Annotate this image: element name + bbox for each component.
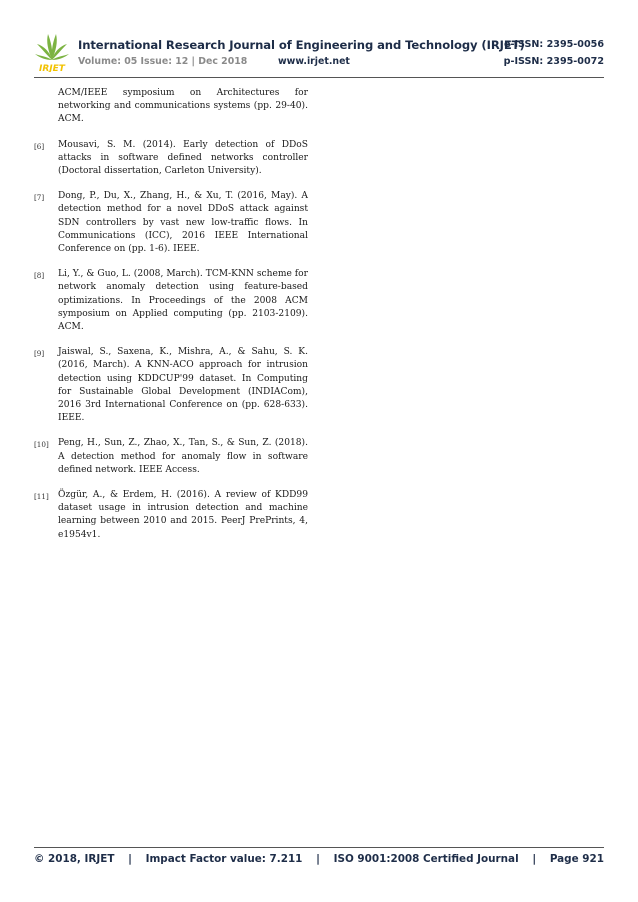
footer-separator: | (532, 853, 537, 865)
reference-text: Peng, H., Sun, Z., Zhao, X., Tan, S., & Sun, Z. (2018). A detection method for anomaly flow in software defined network. IEEE Access. (58, 438, 308, 475)
footer-separator: | (316, 853, 320, 865)
reference-number: [11] (34, 492, 49, 502)
reference-item (34, 190, 308, 256)
reference-text: Özgür, A., & Erdem, H. (2016). A review of KDD99 dataset usage in intrusion detection and machine learning between 2010 and 2015. PeerJ PrePrints, 4, e1954v1. (58, 490, 308, 540)
journal-website-link[interactable]: www.irjet.net (278, 56, 350, 67)
reference-item (34, 346, 308, 425)
footer-divider (34, 847, 604, 848)
reference-text: ACM/IEEE symposium on Architectures for networking and communications systems (pp. 29-40). ACM. (58, 88, 308, 125)
journal-title: International Research Journal of Engineering and Technology (IRJET) (78, 38, 525, 52)
reference-number: [9] (34, 349, 45, 359)
page-footer (34, 853, 604, 869)
reference-item (34, 489, 308, 542)
footer-copyright: © 2018, IRJET (34, 853, 115, 865)
p-issn: p-ISSN: 2395-0072 (503, 56, 604, 67)
reference-number: [7] (34, 193, 45, 203)
footer-iso: ISO 9001:2008 Certified Journal (333, 853, 519, 865)
reference-number: [8] (34, 271, 45, 281)
footer-impact-factor: Impact Factor value: 7.211 (145, 853, 303, 865)
reference-item (34, 87, 308, 127)
volume-issue: Volume: 05 Issue: 12 | Dec 2018 (78, 56, 248, 67)
reference-number: [10] (34, 440, 49, 450)
reference-number: [6] (34, 141, 45, 151)
reference-list (34, 87, 308, 554)
footer-page-number: Page 921 (549, 853, 604, 865)
reference-item (34, 268, 308, 334)
reference-item (34, 139, 308, 179)
footer-separator: | (128, 853, 132, 865)
reference-text: Mousavi, S. M. (2014). Early detection of DDoS attacks in software defined networks controller (Doctoral dissertation, Carleton University). (58, 139, 308, 177)
reference-item (34, 437, 308, 477)
reference-text: Jaiswal, S., Saxena, K., Mishra, A., & Sahu, S. K. (2016, March). A KNN-ACO approach for intrusion detection using KDDCUP'99 dataset. In Computing for Sustainable Global Development (INDIACom), 2016 3rd International Conference on (pp. 628-633). IEEE. (58, 347, 308, 424)
irjet-logo-icon (34, 30, 70, 72)
reference-text: Dong, P., Du, X., Zhang, H., & Xu, T. (2016, May). A detection method for a novel DDoS attack against SDN controllers by vast new low-traffic flows. In Communications (ICC), 2016 IEEE International Conference on (pp. 1-6). IEEE. (58, 191, 308, 255)
page-header (34, 28, 604, 78)
reference-text: Li, Y., & Guo, L. (2008, March). TCM-KNN scheme for network anomaly detection using feature-based optimizations. In Proceedings of the 2008 ACM symposium on Applied computing (pp. 2103-2109). ACM. (58, 269, 308, 333)
header-divider (34, 77, 604, 78)
e-issn: e-ISSN: 2395-0056 (503, 39, 604, 50)
logo-text: IRJET (39, 64, 65, 72)
